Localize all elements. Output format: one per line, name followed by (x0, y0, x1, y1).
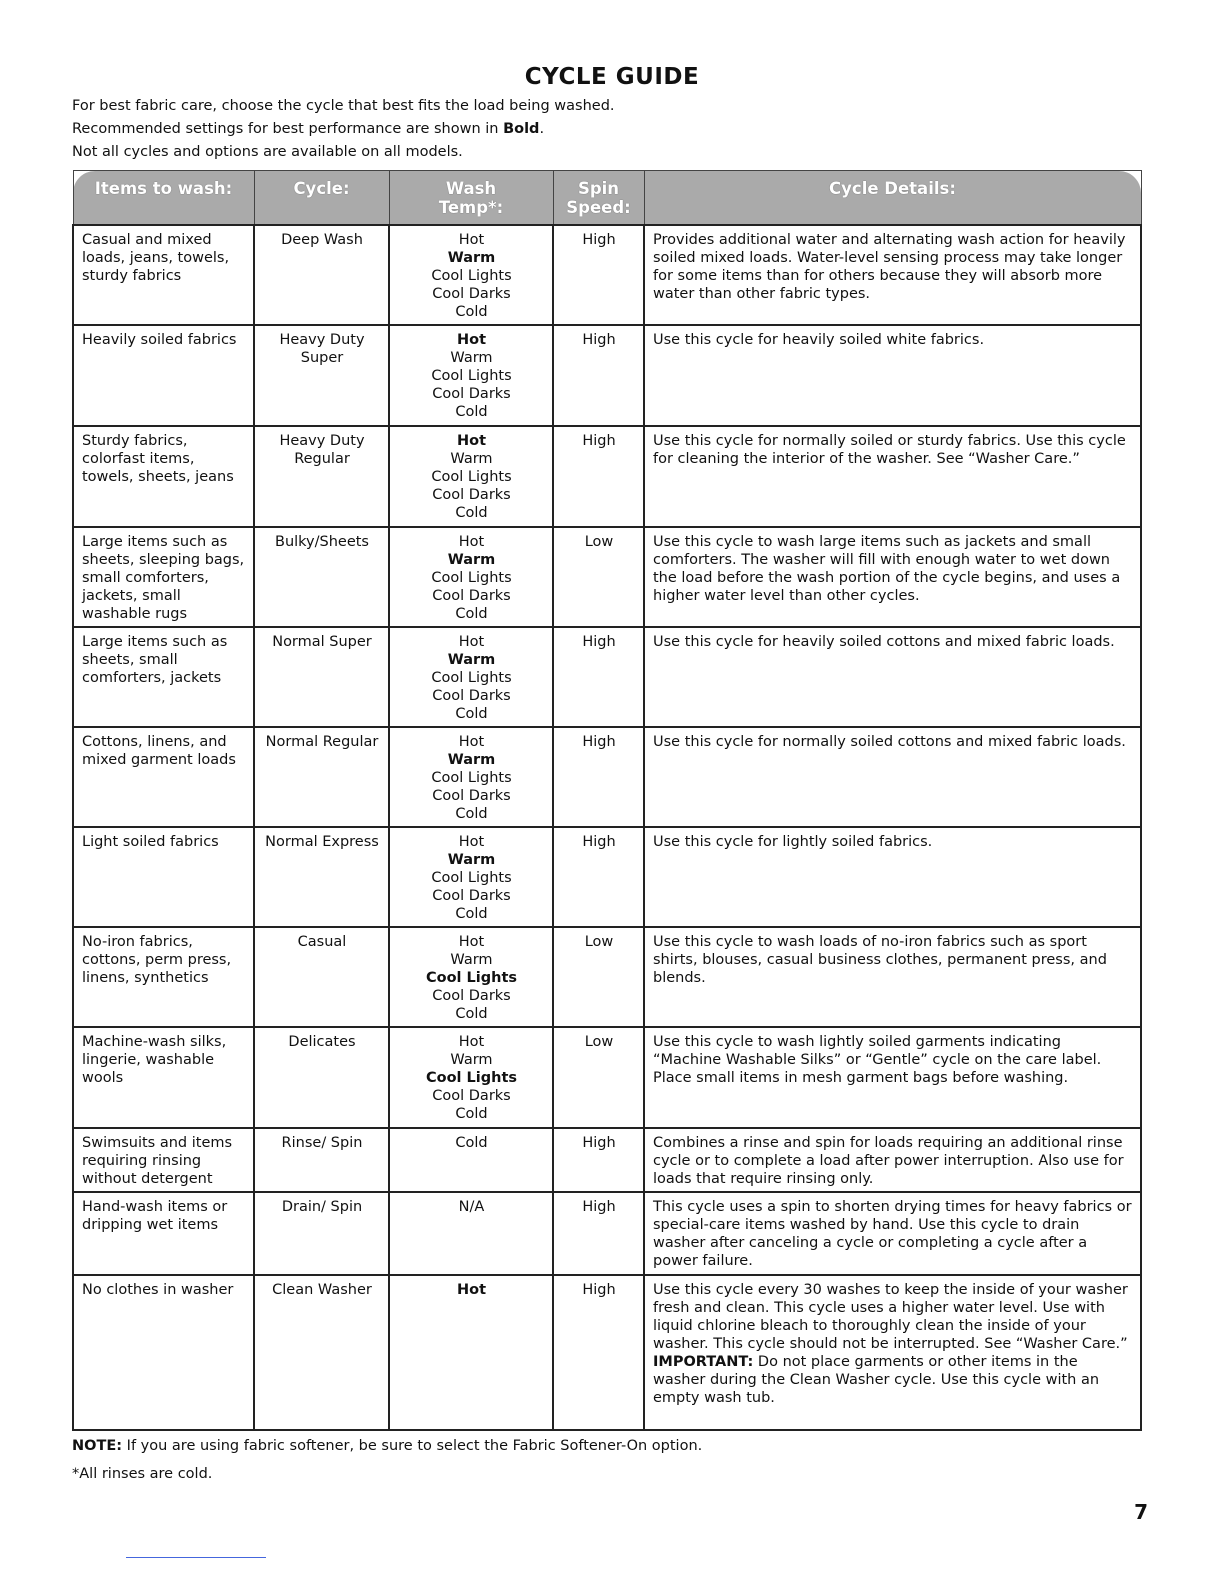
cycle-cell: Heavy Duty Regular (254, 426, 389, 527)
table-row (73, 325, 1141, 426)
table-row (73, 1128, 1141, 1192)
cycle-details-cell (644, 927, 1141, 1027)
header-cycle: Cycle: (254, 171, 389, 225)
important-notice (653, 1353, 1133, 1407)
cycle-details-text: Use this cycle for heavily soiled cottons and mixed fabric loads. (653, 633, 1115, 650)
wash-temp-option: Hot (456, 432, 487, 449)
wash-temp-cell (389, 225, 553, 325)
wash-temp-cell (389, 727, 553, 827)
wash-temp-cell (389, 1128, 553, 1192)
cycle-cell: Normal Express (254, 827, 389, 927)
header-spin-line2: Speed: (566, 198, 631, 217)
wash-temp-option: Warm (447, 851, 496, 868)
cycle-details-cell (644, 627, 1141, 727)
footer-rule (126, 1557, 266, 1558)
table-row (73, 426, 1141, 527)
wash-temp-option: Cold (455, 805, 488, 822)
table-row (73, 1027, 1141, 1128)
cycle-details-cell (644, 1027, 1141, 1128)
cycle-details-text: Use this cycle for normally soiled or sturdy fabrics. Use this cycle for cleaning the interior of the washer. See “Washer Care.” (653, 432, 1126, 467)
note-label: NOTE: (72, 1438, 123, 1454)
cycle-cell: Clean Washer (254, 1275, 389, 1430)
table-row (73, 927, 1141, 1027)
wash-temp-option: Cool Lights (431, 769, 512, 786)
spin-speed-cell: High (553, 1275, 644, 1430)
wash-temp-option: N/A (458, 1198, 485, 1215)
footnote: *All rinses are cold. (72, 1466, 213, 1482)
header-wash-temp (389, 171, 553, 225)
spin-speed-cell: Low (553, 1027, 644, 1128)
spin-speed-cell: High (553, 1128, 644, 1192)
wash-temp-option: Hot (458, 231, 485, 248)
header-row (73, 171, 1141, 225)
table-row (73, 225, 1141, 325)
intro-line-3: Not all cycles and options are available on all models. (72, 144, 463, 160)
wash-temp-option: Hot (458, 933, 485, 950)
items-cell: No-iron fabrics, cottons, perm press, linens, synthetics (73, 927, 254, 1027)
wash-temp-option: Cool Lights (431, 267, 512, 284)
wash-temp-option: Cool Darks (432, 1087, 511, 1104)
wash-temp-option: Cold (455, 1134, 488, 1151)
table-row (73, 727, 1141, 827)
wash-temp-option: Cool Darks (432, 486, 511, 503)
wash-temp-option: Cool Lights (425, 1069, 518, 1086)
spin-speed-cell: Low (553, 927, 644, 1027)
cycle-details-cell (644, 325, 1141, 426)
header-wash-temp-line2: Temp*: (438, 198, 504, 217)
wash-temp-option: Cool Lights (431, 569, 512, 586)
cycle-cell: Deep Wash (254, 225, 389, 325)
header-spin-speed (553, 171, 644, 225)
cycle-cell: Bulky/Sheets (254, 527, 389, 627)
wash-temp-option: Cool Lights (431, 869, 512, 886)
items-cell: No clothes in washer (73, 1275, 254, 1430)
wash-temp-cell (389, 927, 553, 1027)
header-cycle-details: Cycle Details: (644, 171, 1141, 225)
cycle-details-text: Use this cycle for normally soiled cottons and mixed fabric loads. (653, 733, 1126, 750)
wash-temp-option: Hot (456, 1281, 487, 1298)
cycle-details-cell (644, 527, 1141, 627)
wash-temp-option: Cold (455, 905, 488, 922)
cycle-details-text: Use this cycle to wash lightly soiled garments indicating “Machine Washable Silks” or “Gentle” cycle on the care label. Place small items in mesh garment bags before washing. (653, 1033, 1102, 1086)
wash-temp-cell (389, 325, 553, 426)
cycle-details-text: Use this cycle for heavily soiled white fabrics. (653, 331, 985, 348)
cycle-details-text: Provides additional water and alternating wash action for heavily soiled mixed loads. Water-level sensing process may take longer for some items than for others because they will absorb more water than other fabric types. (653, 231, 1126, 302)
cycle-details-cell (644, 1128, 1141, 1192)
header-items: Items to wash: (73, 171, 254, 225)
wash-temp-option: Cold (455, 605, 488, 622)
cycle-cell: Normal Super (254, 627, 389, 727)
cycle-details-text: Use this cycle to wash loads of no-iron fabrics such as sport shirts, blouses, casual business clothes, permanent press, and blends. (653, 933, 1107, 986)
table-row (73, 627, 1141, 727)
wash-temp-cell (389, 627, 553, 727)
header-wash-temp-line1: Wash (445, 179, 497, 198)
cycle-cell: Normal Regular (254, 727, 389, 827)
important-label: IMPORTANT: (653, 1353, 754, 1370)
important-text: Do not place garments or other items in the washer during the Clean Washer cycle. Use this cycle with an empty wash tub. (653, 1353, 1100, 1406)
wash-temp-option: Cool Darks (432, 887, 511, 904)
wash-temp-option: Hot (458, 533, 485, 550)
items-cell: Swimsuits and items requiring rinsing without detergent (73, 1128, 254, 1192)
wash-temp-option: Hot (458, 1033, 485, 1050)
note (72, 1438, 702, 1454)
wash-temp-option: Cool Lights (425, 969, 518, 986)
wash-temp-option: Warm (450, 450, 493, 467)
wash-temp-option: Warm (450, 1051, 493, 1068)
cycle-details-text: Use this cycle to wash large items such as jackets and small comforters. The washer will fill with enough water to wet down the load before the wash portion of the cycle begins, and uses a higher water level than other cycles. (653, 533, 1121, 604)
wash-temp-option: Cold (455, 504, 488, 521)
wash-temp-option: Cool Lights (431, 669, 512, 686)
wash-temp-option: Cool Darks (432, 587, 511, 604)
spin-speed-cell: High (553, 1192, 644, 1275)
cycle-cell: Heavy Duty Super (254, 325, 389, 426)
wash-temp-option: Cold (455, 303, 488, 320)
wash-temp-option: Warm (450, 951, 493, 968)
wash-temp-cell (389, 527, 553, 627)
items-cell: Cottons, linens, and mixed garment loads (73, 727, 254, 827)
spin-speed-cell: Low (553, 527, 644, 627)
wash-temp-option: Hot (456, 331, 487, 348)
spin-speed-cell: High (553, 827, 644, 927)
intro-line-1: For best fabric care, choose the cycle that best fits the load being washed. (72, 98, 615, 114)
page-title: CYCLE GUIDE (524, 64, 700, 90)
cycle-cell: Drain/ Spin (254, 1192, 389, 1275)
intro-line-2-suffix: . (539, 121, 545, 137)
items-cell: Large items such as sheets, small comforters, jackets (73, 627, 254, 727)
wash-temp-option: Warm (447, 651, 496, 668)
page-number: 7 (1134, 1500, 1148, 1524)
table-row (73, 527, 1141, 627)
wash-temp-option: Cool Darks (432, 385, 511, 402)
wash-temp-option: Cold (455, 403, 488, 420)
wash-temp-cell (389, 1027, 553, 1128)
spin-speed-cell: High (553, 426, 644, 527)
wash-temp-option: Cold (455, 705, 488, 722)
cycle-guide-table (72, 170, 1142, 1431)
items-cell: Hand-wash items or dripping wet items (73, 1192, 254, 1275)
wash-temp-option: Warm (447, 249, 496, 266)
header-spin-line1: Spin (577, 179, 620, 198)
wash-temp-option: Cool Darks (432, 787, 511, 804)
cycle-details-cell (644, 426, 1141, 527)
wash-temp-cell (389, 426, 553, 527)
cycle-details-cell (644, 727, 1141, 827)
items-cell: Machine-wash silks, lingerie, washable wools (73, 1027, 254, 1128)
wash-temp-option: Warm (447, 751, 496, 768)
cycle-details-text: This cycle uses a spin to shorten drying times for heavy fabrics or special-care items washed by hand. Use this cycle to drain washer after canceling a cycle or completing a cycle after a power failure. (653, 1198, 1132, 1269)
wash-temp-option: Cool Lights (431, 468, 512, 485)
wash-temp-cell (389, 827, 553, 927)
items-cell: Sturdy fabrics, colorfast items, towels, sheets, jeans (73, 426, 254, 527)
note-text: If you are using fabric softener, be sure to select the Fabric Softener-On option. (122, 1438, 703, 1454)
cycle-details-cell (644, 827, 1141, 927)
intro-line-2-prefix: Recommended settings for best performance are shown in (72, 121, 504, 137)
spin-speed-cell: High (553, 627, 644, 727)
wash-temp-cell (389, 1192, 553, 1275)
cycle-details-text: Use this cycle every 30 washes to keep the inside of your washer fresh and clean. This cycle uses a higher water level. Use with liquid chlorine bleach to thoroughly clean the inside of your washer. This cycle should not be interrupted. See “Washer Care.” (653, 1281, 1128, 1352)
wash-temp-option: Cold (455, 1005, 488, 1022)
wash-temp-option: Cool Lights (431, 367, 512, 384)
wash-temp-option: Cool Darks (432, 987, 511, 1004)
items-cell: Casual and mixed loads, jeans, towels, sturdy fabrics (73, 225, 254, 325)
wash-temp-option: Hot (458, 833, 485, 850)
cycle-details-text: Combines a rinse and spin for loads requiring an additional rinse cycle or to complete a load after power interruption. Also use for loads that require rinsing only. (653, 1134, 1124, 1187)
wash-temp-option: Hot (458, 733, 485, 750)
table-row (73, 1192, 1141, 1275)
table-row (73, 827, 1141, 927)
items-cell: Light soiled fabrics (73, 827, 254, 927)
cycle-cell: Casual (254, 927, 389, 1027)
spin-speed-cell: High (553, 325, 644, 426)
wash-temp-option: Cold (455, 1105, 488, 1122)
spin-speed-cell: High (553, 727, 644, 827)
wash-temp-cell (389, 1275, 553, 1430)
wash-temp-option: Warm (447, 551, 496, 568)
spin-speed-cell: High (553, 225, 644, 325)
wash-temp-option: Cool Darks (432, 687, 511, 704)
cycle-details-text: Use this cycle for lightly soiled fabrics. (653, 833, 933, 850)
cycle-details-cell (644, 225, 1141, 325)
cycle-cell: Rinse/ Spin (254, 1128, 389, 1192)
cycle-cell: Delicates (254, 1027, 389, 1128)
items-cell: Large items such as sheets, sleeping bags, small comforters, jackets, small washable rugs (73, 527, 254, 627)
wash-temp-option: Warm (450, 349, 493, 366)
wash-temp-option: Cool Darks (432, 285, 511, 302)
table-row (73, 1275, 1141, 1430)
cycle-details-cell (644, 1275, 1141, 1430)
wash-temp-option: Hot (458, 633, 485, 650)
intro-line-2 (72, 118, 544, 141)
cycle-details-cell (644, 1192, 1141, 1275)
items-cell: Heavily soiled fabrics (73, 325, 254, 426)
intro-bold-word: Bold (503, 121, 540, 137)
